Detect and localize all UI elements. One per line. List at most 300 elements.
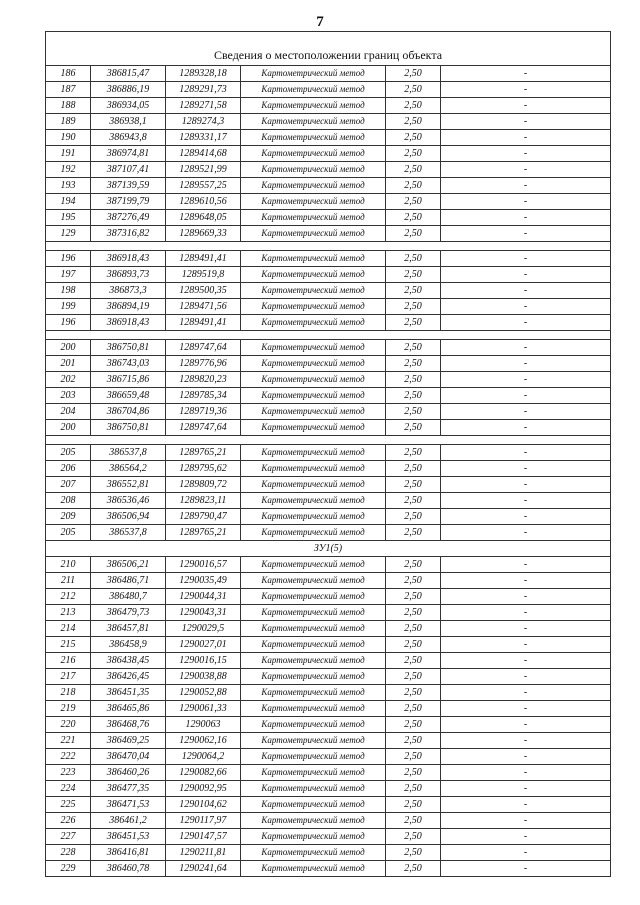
table-row <box>46 669 611 685</box>
method-cell: Картометрический метод <box>241 461 386 477</box>
y-coordinate-cell: 1290061,33 <box>166 701 241 717</box>
table-row <box>46 178 611 194</box>
note-cell: - <box>441 98 611 114</box>
y-coordinate-cell: 1289610,56 <box>166 194 241 210</box>
accuracy-cell: 2,50 <box>386 372 441 388</box>
note-cell: - <box>441 372 611 388</box>
accuracy-cell: 2,50 <box>386 461 441 477</box>
y-coordinate-cell: 1289491,41 <box>166 251 241 267</box>
accuracy-cell: 2,50 <box>386 210 441 226</box>
point-number-cell: 221 <box>46 733 91 749</box>
table-row <box>46 701 611 717</box>
x-coordinate-cell: 386426,45 <box>91 669 166 685</box>
note-cell: - <box>441 251 611 267</box>
table-row <box>46 356 611 372</box>
x-coordinate-cell: 386918,43 <box>91 315 166 331</box>
method-cell: Картометрический метод <box>241 813 386 829</box>
method-cell: Картометрический метод <box>241 669 386 685</box>
point-number-cell: 205 <box>46 525 91 541</box>
y-coordinate-cell: 1289747,64 <box>166 340 241 356</box>
accuracy-cell: 2,50 <box>386 733 441 749</box>
point-number-cell: 186 <box>46 66 91 82</box>
x-coordinate-cell: 386477,35 <box>91 781 166 797</box>
method-cell: Картометрический метод <box>241 98 386 114</box>
x-coordinate-cell: 386974,81 <box>91 146 166 162</box>
accuracy-cell: 2,50 <box>386 226 441 242</box>
x-coordinate-cell: 386934,05 <box>91 98 166 114</box>
table-row <box>46 509 611 525</box>
table-row <box>46 461 611 477</box>
method-cell: Картометрический метод <box>241 733 386 749</box>
accuracy-cell: 2,50 <box>386 861 441 877</box>
point-number-cell: 188 <box>46 98 91 114</box>
note-cell: - <box>441 445 611 461</box>
x-coordinate-cell: 386451,53 <box>91 829 166 845</box>
y-coordinate-cell: 1289823,11 <box>166 493 241 509</box>
method-cell: Картометрический метод <box>241 829 386 845</box>
point-number-cell: 197 <box>46 267 91 283</box>
method-cell: Картометрический метод <box>241 226 386 242</box>
accuracy-cell: 2,50 <box>386 829 441 845</box>
table-row <box>46 98 611 114</box>
accuracy-cell: 2,50 <box>386 388 441 404</box>
x-coordinate-cell: 387139,59 <box>91 178 166 194</box>
accuracy-cell: 2,50 <box>386 114 441 130</box>
method-cell: Картометрический метод <box>241 701 386 717</box>
method-cell: Картометрический метод <box>241 162 386 178</box>
point-number-cell: 207 <box>46 477 91 493</box>
note-cell: - <box>441 685 611 701</box>
note-cell: - <box>441 669 611 685</box>
group-separator <box>46 436 611 445</box>
x-coordinate-cell: 386438,45 <box>91 653 166 669</box>
section-header-row <box>46 541 611 557</box>
accuracy-cell: 2,50 <box>386 605 441 621</box>
table-row <box>46 685 611 701</box>
accuracy-cell: 2,50 <box>386 493 441 509</box>
x-coordinate-cell: 386815,47 <box>91 66 166 82</box>
point-number-cell: 210 <box>46 557 91 573</box>
x-coordinate-cell: 386564,2 <box>91 461 166 477</box>
y-coordinate-cell: 1289414,68 <box>166 146 241 162</box>
x-coordinate-cell: 387107,41 <box>91 162 166 178</box>
note-cell: - <box>441 781 611 797</box>
y-coordinate-cell: 1289765,21 <box>166 525 241 541</box>
point-number-cell: 196 <box>46 251 91 267</box>
point-number-cell: 222 <box>46 749 91 765</box>
point-number-cell: 192 <box>46 162 91 178</box>
note-cell: - <box>441 525 611 541</box>
accuracy-cell: 2,50 <box>386 162 441 178</box>
y-coordinate-cell: 1289820,23 <box>166 372 241 388</box>
method-cell: Картометрический метод <box>241 477 386 493</box>
table-row <box>46 653 611 669</box>
method-cell: Картометрический метод <box>241 299 386 315</box>
note-cell: - <box>441 717 611 733</box>
table-row <box>46 733 611 749</box>
table-row <box>46 557 611 573</box>
point-number-cell: 191 <box>46 146 91 162</box>
table-row <box>46 621 611 637</box>
y-coordinate-cell: 1289795,62 <box>166 461 241 477</box>
group-separator <box>46 331 611 340</box>
table-row <box>46 813 611 829</box>
note-cell: - <box>441 356 611 372</box>
table-row <box>46 267 611 283</box>
y-coordinate-cell: 1289291,73 <box>166 82 241 98</box>
y-coordinate-cell: 1289271,58 <box>166 98 241 114</box>
x-coordinate-cell: 386886,19 <box>91 82 166 98</box>
method-cell: Картометрический метод <box>241 82 386 98</box>
method-cell: Картометрический метод <box>241 781 386 797</box>
y-coordinate-cell: 1289669,33 <box>166 226 241 242</box>
x-coordinate-cell: 386750,81 <box>91 340 166 356</box>
y-coordinate-cell: 1290038,88 <box>166 669 241 685</box>
method-cell: Картометрический метод <box>241 388 386 404</box>
x-coordinate-cell: 386416,81 <box>91 845 166 861</box>
note-cell: - <box>441 829 611 845</box>
y-coordinate-cell: 1290117,97 <box>166 813 241 829</box>
y-coordinate-cell: 1290029,5 <box>166 621 241 637</box>
point-number-cell: 215 <box>46 637 91 653</box>
table-row <box>46 162 611 178</box>
method-cell: Картометрический метод <box>241 210 386 226</box>
note-cell: - <box>441 605 611 621</box>
note-cell: - <box>441 315 611 331</box>
point-number-cell: 212 <box>46 589 91 605</box>
note-cell: - <box>441 299 611 315</box>
point-number-cell: 187 <box>46 82 91 98</box>
table-row <box>46 388 611 404</box>
y-coordinate-cell: 1289785,34 <box>166 388 241 404</box>
y-coordinate-cell: 1290063 <box>166 717 241 733</box>
table-row <box>46 605 611 621</box>
y-coordinate-cell: 1289809,72 <box>166 477 241 493</box>
point-number-cell: 200 <box>46 420 91 436</box>
point-number-cell: 211 <box>46 573 91 589</box>
x-coordinate-cell: 386470,04 <box>91 749 166 765</box>
method-cell: Картометрический метод <box>241 797 386 813</box>
table-row <box>46 146 611 162</box>
method-cell: Картометрический метод <box>241 130 386 146</box>
method-cell: Картометрический метод <box>241 525 386 541</box>
group-separator-row <box>46 242 611 251</box>
method-cell: Картометрический метод <box>241 749 386 765</box>
table-row <box>46 66 611 82</box>
x-coordinate-cell: 386486,71 <box>91 573 166 589</box>
group-separator-row <box>46 331 611 340</box>
method-cell: Картометрический метод <box>241 637 386 653</box>
note-cell: - <box>441 267 611 283</box>
note-cell: - <box>441 845 611 861</box>
note-cell: - <box>441 653 611 669</box>
method-cell: Картометрический метод <box>241 356 386 372</box>
x-coordinate-cell: 386465,86 <box>91 701 166 717</box>
y-coordinate-cell: 1290016,57 <box>166 557 241 573</box>
y-coordinate-cell: 1289747,64 <box>166 420 241 436</box>
point-number-cell: 228 <box>46 845 91 861</box>
method-cell: Картометрический метод <box>241 717 386 733</box>
method-cell: Картометрический метод <box>241 621 386 637</box>
method-cell: Картометрический метод <box>241 251 386 267</box>
point-number-cell: 219 <box>46 701 91 717</box>
note-cell: - <box>441 621 611 637</box>
x-coordinate-cell: 386458,9 <box>91 637 166 653</box>
accuracy-cell: 2,50 <box>386 194 441 210</box>
point-number-cell: 201 <box>46 356 91 372</box>
x-coordinate-cell: 386894,19 <box>91 299 166 315</box>
accuracy-cell: 2,50 <box>386 445 441 461</box>
accuracy-cell: 2,50 <box>386 701 441 717</box>
table-title-row <box>46 32 611 66</box>
method-cell: Картометрический метод <box>241 114 386 130</box>
x-coordinate-cell: 386750,81 <box>91 420 166 436</box>
x-coordinate-cell: 386537,8 <box>91 445 166 461</box>
accuracy-cell: 2,50 <box>386 717 441 733</box>
x-coordinate-cell: 386506,21 <box>91 557 166 573</box>
x-coordinate-cell: 386743,03 <box>91 356 166 372</box>
point-number-cell: 216 <box>46 653 91 669</box>
x-coordinate-cell: 386659,48 <box>91 388 166 404</box>
note-cell: - <box>441 226 611 242</box>
point-number-cell: 213 <box>46 605 91 621</box>
note-cell: - <box>441 130 611 146</box>
point-number-cell: 194 <box>46 194 91 210</box>
boundary-table-body <box>46 32 611 877</box>
table-row <box>46 589 611 605</box>
y-coordinate-cell: 1290082,66 <box>166 765 241 781</box>
method-cell: Картометрический метод <box>241 653 386 669</box>
table-row <box>46 445 611 461</box>
accuracy-cell: 2,50 <box>386 621 441 637</box>
x-coordinate-cell: 386704,86 <box>91 404 166 420</box>
table-row <box>46 420 611 436</box>
note-cell: - <box>441 461 611 477</box>
x-coordinate-cell: 387316,82 <box>91 226 166 242</box>
note-cell: - <box>441 194 611 210</box>
accuracy-cell: 2,50 <box>386 685 441 701</box>
accuracy-cell: 2,50 <box>386 669 441 685</box>
point-number-cell: 200 <box>46 340 91 356</box>
x-coordinate-cell: 386552,81 <box>91 477 166 493</box>
method-cell: Картометрический метод <box>241 315 386 331</box>
y-coordinate-cell: 1290241,64 <box>166 861 241 877</box>
method-cell: Картометрический метод <box>241 605 386 621</box>
method-cell: Картометрический метод <box>241 573 386 589</box>
x-coordinate-cell: 387199,79 <box>91 194 166 210</box>
x-coordinate-cell: 386451,35 <box>91 685 166 701</box>
y-coordinate-cell: 1290211,81 <box>166 845 241 861</box>
table-row <box>46 283 611 299</box>
method-cell: Картометрический метод <box>241 845 386 861</box>
note-cell: - <box>441 493 611 509</box>
x-coordinate-cell: 386471,53 <box>91 797 166 813</box>
method-cell: Картометрический метод <box>241 146 386 162</box>
y-coordinate-cell: 1290064,2 <box>166 749 241 765</box>
table-row <box>46 114 611 130</box>
table-row <box>46 404 611 420</box>
note-cell: - <box>441 557 611 573</box>
boundary-table <box>45 31 611 877</box>
method-cell: Картометрический метод <box>241 685 386 701</box>
method-cell: Картометрический метод <box>241 66 386 82</box>
accuracy-cell: 2,50 <box>386 267 441 283</box>
table-row <box>46 477 611 493</box>
accuracy-cell: 2,50 <box>386 283 441 299</box>
method-cell: Картометрический метод <box>241 765 386 781</box>
method-cell: Картометрический метод <box>241 445 386 461</box>
note-cell: - <box>441 82 611 98</box>
table-row <box>46 493 611 509</box>
method-cell: Картометрический метод <box>241 283 386 299</box>
table-row <box>46 573 611 589</box>
table-row <box>46 340 611 356</box>
point-number-cell: 195 <box>46 210 91 226</box>
accuracy-cell: 2,50 <box>386 573 441 589</box>
y-coordinate-cell: 1289328,18 <box>166 66 241 82</box>
point-number-cell: 226 <box>46 813 91 829</box>
point-number-cell: 202 <box>46 372 91 388</box>
accuracy-cell: 2,50 <box>386 340 441 356</box>
y-coordinate-cell: 1289765,21 <box>166 445 241 461</box>
note-cell: - <box>441 573 611 589</box>
accuracy-cell: 2,50 <box>386 525 441 541</box>
accuracy-cell: 2,50 <box>386 557 441 573</box>
y-coordinate-cell: 1290027,01 <box>166 637 241 653</box>
section-label: ЗУ1(5) <box>46 541 611 557</box>
y-coordinate-cell: 1290043,31 <box>166 605 241 621</box>
note-cell: - <box>441 283 611 299</box>
point-number-cell: 189 <box>46 114 91 130</box>
x-coordinate-cell: 386938,1 <box>91 114 166 130</box>
y-coordinate-cell: 1290016,15 <box>166 653 241 669</box>
point-number-cell: 225 <box>46 797 91 813</box>
y-coordinate-cell: 1290052,88 <box>166 685 241 701</box>
point-number-cell: 205 <box>46 445 91 461</box>
method-cell: Картометрический метод <box>241 340 386 356</box>
x-coordinate-cell: 386537,8 <box>91 525 166 541</box>
accuracy-cell: 2,50 <box>386 765 441 781</box>
method-cell: Картометрический метод <box>241 267 386 283</box>
note-cell: - <box>441 701 611 717</box>
x-coordinate-cell: 386460,78 <box>91 861 166 877</box>
table-row <box>46 372 611 388</box>
accuracy-cell: 2,50 <box>386 82 441 98</box>
table-row <box>46 797 611 813</box>
accuracy-cell: 2,50 <box>386 845 441 861</box>
method-cell: Картометрический метод <box>241 509 386 525</box>
table-row <box>46 845 611 861</box>
accuracy-cell: 2,50 <box>386 749 441 765</box>
y-coordinate-cell: 1289519,8 <box>166 267 241 283</box>
y-coordinate-cell: 1290104,62 <box>166 797 241 813</box>
point-number-cell: 229 <box>46 861 91 877</box>
table-row <box>46 765 611 781</box>
note-cell: - <box>441 861 611 877</box>
note-cell: - <box>441 637 611 653</box>
y-coordinate-cell: 1289274,3 <box>166 114 241 130</box>
accuracy-cell: 2,50 <box>386 146 441 162</box>
y-coordinate-cell: 1290035,49 <box>166 573 241 589</box>
table-row <box>46 861 611 877</box>
x-coordinate-cell: 386457,81 <box>91 621 166 637</box>
note-cell: - <box>441 114 611 130</box>
accuracy-cell: 2,50 <box>386 781 441 797</box>
x-coordinate-cell: 386461,2 <box>91 813 166 829</box>
accuracy-cell: 2,50 <box>386 299 441 315</box>
point-number-cell: 129 <box>46 226 91 242</box>
point-number-cell: 223 <box>46 765 91 781</box>
accuracy-cell: 2,50 <box>386 797 441 813</box>
y-coordinate-cell: 1289500,35 <box>166 283 241 299</box>
note-cell: - <box>441 66 611 82</box>
note-cell: - <box>441 477 611 493</box>
x-coordinate-cell: 386506,94 <box>91 509 166 525</box>
note-cell: - <box>441 210 611 226</box>
y-coordinate-cell: 1290092,95 <box>166 781 241 797</box>
note-cell: - <box>441 749 611 765</box>
x-coordinate-cell: 387276,49 <box>91 210 166 226</box>
note-cell: - <box>441 340 611 356</box>
point-number-cell: 208 <box>46 493 91 509</box>
note-cell: - <box>441 404 611 420</box>
note-cell: - <box>441 388 611 404</box>
y-coordinate-cell: 1289331,17 <box>166 130 241 146</box>
method-cell: Картометрический метод <box>241 861 386 877</box>
x-coordinate-cell: 386536,46 <box>91 493 166 509</box>
y-coordinate-cell: 1290044,31 <box>166 589 241 605</box>
group-separator <box>46 242 611 251</box>
note-cell: - <box>441 420 611 436</box>
note-cell: - <box>441 765 611 781</box>
accuracy-cell: 2,50 <box>386 404 441 420</box>
table-row <box>46 251 611 267</box>
table-row <box>46 194 611 210</box>
method-cell: Картометрический метод <box>241 404 386 420</box>
table-title: Сведения о местоположении границ объекта <box>46 32 611 66</box>
y-coordinate-cell: 1289790,47 <box>166 509 241 525</box>
accuracy-cell: 2,50 <box>386 509 441 525</box>
note-cell: - <box>441 589 611 605</box>
point-number-cell: 199 <box>46 299 91 315</box>
point-number-cell: 196 <box>46 315 91 331</box>
accuracy-cell: 2,50 <box>386 653 441 669</box>
point-number-cell: 198 <box>46 283 91 299</box>
table-row <box>46 130 611 146</box>
x-coordinate-cell: 386715,86 <box>91 372 166 388</box>
table-row <box>46 781 611 797</box>
table-row <box>46 749 611 765</box>
point-number-cell: 220 <box>46 717 91 733</box>
method-cell: Картометрический метод <box>241 589 386 605</box>
x-coordinate-cell: 386893,73 <box>91 267 166 283</box>
accuracy-cell: 2,50 <box>386 637 441 653</box>
table-row <box>46 829 611 845</box>
accuracy-cell: 2,50 <box>386 98 441 114</box>
table-row <box>46 210 611 226</box>
method-cell: Картометрический метод <box>241 194 386 210</box>
accuracy-cell: 2,50 <box>386 315 441 331</box>
method-cell: Картометрический метод <box>241 420 386 436</box>
x-coordinate-cell: 386480,7 <box>91 589 166 605</box>
point-number-cell: 224 <box>46 781 91 797</box>
accuracy-cell: 2,50 <box>386 356 441 372</box>
method-cell: Картометрический метод <box>241 178 386 194</box>
point-number-cell: 217 <box>46 669 91 685</box>
method-cell: Картометрический метод <box>241 557 386 573</box>
accuracy-cell: 2,50 <box>386 178 441 194</box>
accuracy-cell: 2,50 <box>386 251 441 267</box>
